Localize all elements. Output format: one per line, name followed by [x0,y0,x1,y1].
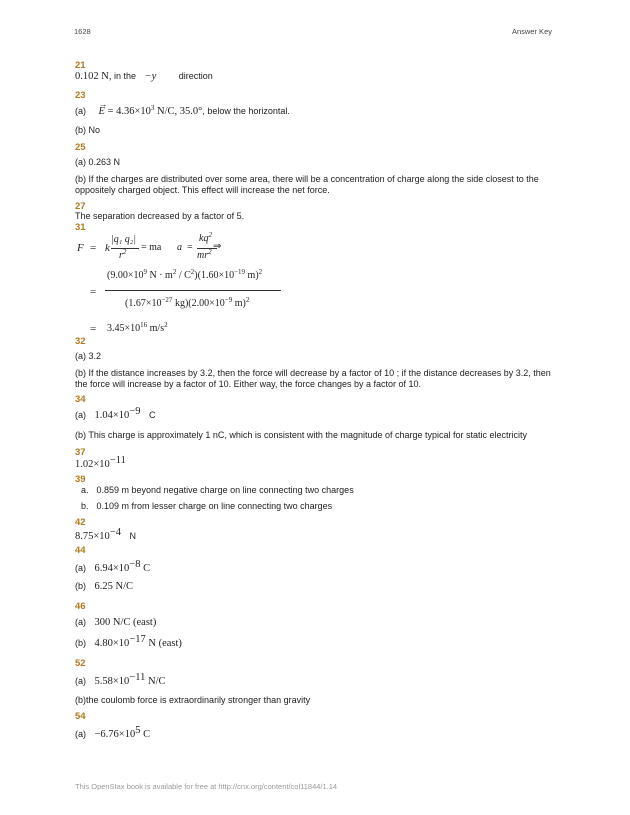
fraction-bar-main [105,290,281,291]
answer-32a: (a) 3.2 [75,351,102,361]
answer-21-direction: direction [178,71,213,81]
eq-k: k [105,242,110,254]
eq-kq2: $kq^2$ [199,231,212,244]
answer-number-37: 37 [75,447,86,458]
answer-21-value: 0.102 N, [75,71,112,82]
eq-denominator: ($1.67\times 10^{-27}$ $kg)(2.00\times 10^{-9}$ m)$^2$ [125,296,250,309]
eq-q1q2: |q₁ q₂| [111,234,136,245]
eq-a: a [177,242,182,253]
answer-46a: (a) 300 N/C (east) [75,617,157,628]
answer-23b: (b) No [75,125,101,135]
answer-21-direction-symbol: −y [144,71,157,82]
answer-32b: (b) If the distance increases by 3.2, then the force will decrease by a factor of 10 ; if the distance decreases by 3.2, then the force will increase by a factor of 10. Either way, the force changes by a factor of 10. [75,368,551,389]
answer-27: The separation decreased by a factor of 5. [75,211,245,221]
eq-equals-3: = [90,323,97,335]
eq-f: F [77,242,84,254]
eq-r-squared: $r^2$ [119,248,127,261]
answer-number-52: 52 [75,658,86,669]
answer-52b: (b)the coulomb force is extraordinarily stronger than gravity [75,695,311,705]
answer-44b: (b) 6.25 N/C [75,581,134,592]
answer-34b: (b) This charge is approximately 1 nC, which is consistent with the magnitude of charge typical for static electricity [75,430,528,440]
answer-21 [75,71,213,82]
answer-23a-label: (a) [75,106,86,116]
equation-block-31 [75,232,375,342]
eq-equals-2: = [90,286,97,298]
answer-46b: (b) $4.80\times 10^{-17}$ N (east) [75,634,182,649]
running-header: Answer Key [511,27,552,36]
footer-license-note: This OpenStax book is available for free at http://cnx.org/content/col11844/1.14 [75,782,338,791]
answer-25a: (a) 0.263 N [75,157,121,167]
vector-e-symbol: → E [98,99,108,117]
answer-25b: (b) If the charges are distributed over some area, there will be a concentration of charge along the side closest to the oppositely charged object. This effect will increase the net force. [75,174,539,195]
eq-ma: = ma [141,242,162,253]
answer-number-44: 44 [75,545,86,556]
answer-number-27: 27 [75,201,86,212]
eq-mr2: $mr^2$ [197,248,212,261]
answer-number-54: 54 [75,711,86,722]
answer-number-31: 31 [75,222,86,233]
answer-number-39: 39 [75,474,86,485]
answer-number-32: 32 [75,336,86,347]
page-number: 1628 [74,27,91,36]
answer-34a: (a) $1.04\times 10^{-9}$ C [75,406,156,421]
eq-equals-a: = [187,242,193,253]
eq-implies-arrow: ⇒ [213,241,222,252]
answer-23a [75,99,290,117]
answer-44a: (a) $6.94\times 10^{-8}$ C [75,559,151,574]
answer-52a: (a) $5.58\times 10^{-11}$ N/C [75,672,166,687]
list-item: b. 0.109 m from lesser charge on line connecting two charges [81,501,333,511]
eq-equals-1: = [90,242,97,254]
answer-number-21: 21 [75,60,86,71]
answer-number-46: 46 [75,601,86,612]
answer-54a: $(a) -6.76\times 10^5$ C [75,725,151,740]
answer-number-42: 42 [75,517,86,528]
list-item: a. 0.859 m beyond negative charge on line connecting two charges [81,485,354,495]
answer-number-25: 25 [75,142,86,153]
answer-23a-tail: , below the horizontal. [202,106,290,116]
answer-37: $1.02\times 10^{-11}$ [75,455,126,470]
eq-numerator: ($9.00\times 10^9$ $N \cdot m^2 / C^2)(1.60\times 10^{-19}$ m)$^2$ [107,268,263,281]
answer-21-mid: in the [111,71,139,81]
answer-number-23: 23 [75,90,86,101]
eq-result: $3.45\times 10^{16}$ $m/s^2$ [107,321,168,334]
answer-23a-value: = $4.36\times 10^3$ N/C, 35.0° [104,104,203,117]
answer-42: $8.75\times 10^{-4}$ N [75,527,136,542]
answer-number-34: 34 [75,394,86,405]
